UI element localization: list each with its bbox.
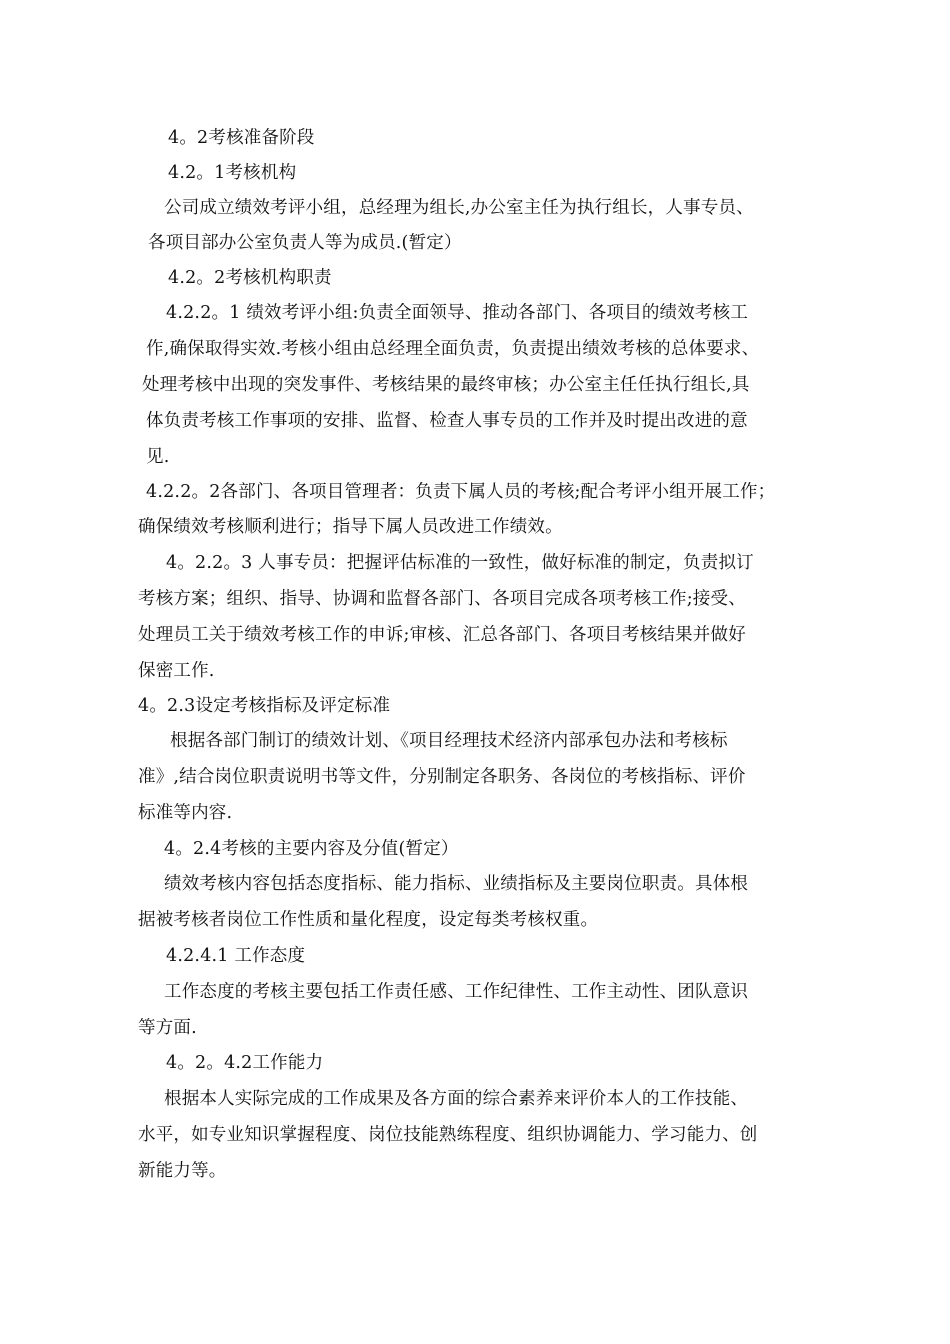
subsection-heading: 4.2。1考核机构 — [168, 163, 297, 183]
paragraph-line: 保密工作. — [138, 661, 215, 681]
paragraph-line: 确保绩效考核顺利进行；指导下属人员改进工作绩效。 — [138, 517, 563, 537]
subsection-heading: 4。2.4考核的主要内容及分值(暂定） — [164, 839, 459, 859]
paragraph-line: 处理员工关于绩效考核工作的申诉;审核、汇总各部门、各项目考核结果并做好 — [138, 625, 746, 645]
paragraph-line: 标准等内容. — [138, 803, 233, 823]
paragraph-line: 准》,结合岗位职责说明书等文件，分别制定各职务、各岗位的考核指标、评价 — [138, 767, 746, 787]
paragraph-line: 考核方案；组织、指导、协调和监督各部门、各项目完成各项考核工作;接受、 — [138, 589, 746, 609]
subsection-heading: 4。2。4.2工作能力 — [166, 1053, 324, 1073]
paragraph-line: 4.2.2。2各部门、各项目管理者：负责下属人员的考核;配合考评小组开展工作； — [146, 482, 776, 502]
paragraph-line: 根据各部门制订的绩效计划、《项目经理技术经济内部承包办法和考核标 — [170, 731, 728, 751]
paragraph-line: 处理考核中出现的突发事件、考核结果的最终审核；办公室主任任执行组长,具 — [142, 375, 750, 395]
paragraph-line: 新能力等。 — [138, 1161, 227, 1181]
paragraph-line: 等方面. — [138, 1018, 197, 1038]
paragraph-line: 体负责考核工作事项的安排、监督、检查人事专员的工作并及时提出改进的意 — [146, 411, 748, 431]
paragraph-line: 水平，如专业知识掌握程度、岗位技能熟练程度、组织协调能力、学习能力、创 — [138, 1125, 758, 1145]
section-heading: 4。2考核准备阶段 — [168, 128, 315, 148]
subsection-heading: 4.2.4.1 工作态度 — [166, 946, 306, 966]
paragraph-line: 工作态度的考核主要包括工作责任感、工作纪律性、工作主动性、团队意识 — [164, 982, 749, 1002]
paragraph-line: 见. — [146, 447, 170, 467]
paragraph-line: 作,确保取得实效.考核小组由总经理全面负责，负责提出绩效考核的总体要求、 — [146, 339, 760, 359]
paragraph-line: 根据本人实际完成的工作成果及各方面的综合素养来评价本人的工作技能、 — [164, 1089, 749, 1109]
subsection-heading: 4.2。2考核机构职责 — [168, 268, 332, 288]
paragraph-line: 公司成立绩效考评小组，总经理为组长,办公室主任为执行组长，人事专员、 — [164, 198, 754, 218]
paragraph-line: 4。2.2。3 人事专员：把握评估标准的一致性，做好标准的制定，负责拟订 — [166, 553, 754, 573]
subsection-heading: 4。2.3设定考核指标及评定标准 — [138, 696, 391, 716]
paragraph-line: 据被考核者岗位工作性质和量化程度，设定每类考核权重。 — [138, 910, 599, 930]
paragraph-line: 各项目部办公室负责人等为成员.(暂定） — [148, 233, 462, 253]
paragraph-line: 4.2.2。1 绩效考评小组:负责全面领导、推动各部门、各项目的绩效考核工 — [166, 303, 749, 323]
paragraph-line: 绩效考核内容包括态度指标、能力指标、业绩指标及主要岗位职责。具体根 — [164, 874, 749, 894]
